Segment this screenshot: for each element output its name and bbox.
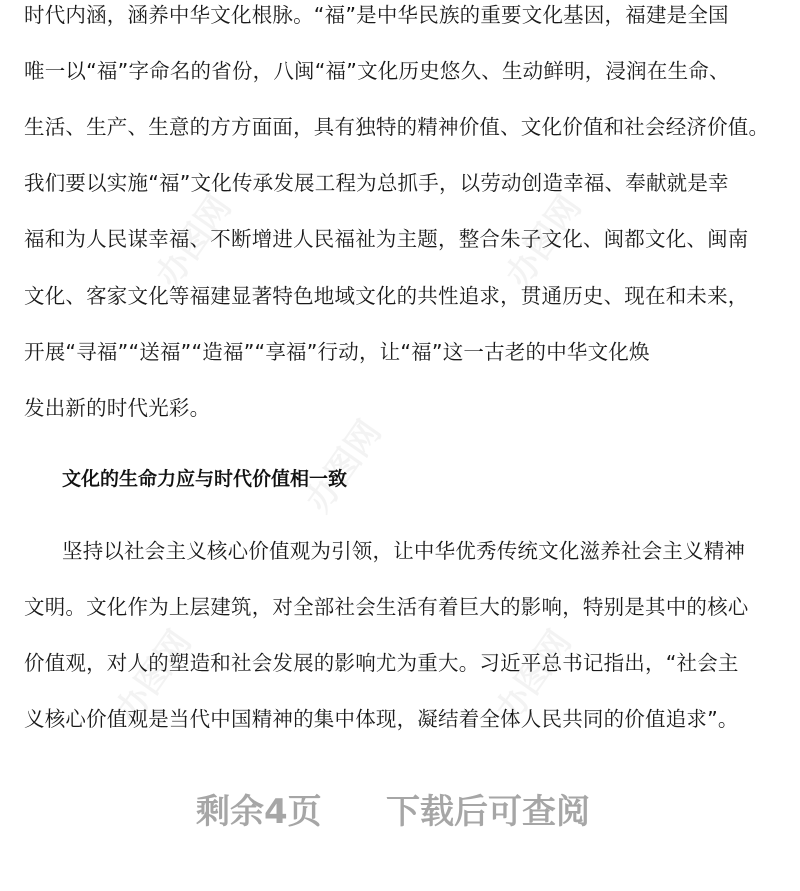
- text-line: 生活、生产、生意的方方面面，具有独特的精神价值、文化价值和社会经济价值。: [24, 115, 770, 139]
- text-line: 时代内涵，涵养中华文化根脉。“福”是中华民族的重要文化基因，福建是全国: [24, 3, 729, 27]
- text-line: 价值观，对人的塑造和社会发展的影响尤为重大。习近平总书记指出，“社会主: [24, 651, 739, 675]
- download-to-view-label[interactable]: 下载后可查阅: [386, 792, 590, 832]
- text-line: 开展“寻福”“送福”“造福”“享福”行动，让“福”这一古老的中华文化焕: [24, 340, 650, 364]
- text-line: 文化、客家文化等福建显著特色地域文化的共性追求，贯通历史、现在和未来，: [24, 284, 749, 308]
- text-line: 唯一以“福”字命名的省份，八闽“福”文化历史悠久、生动鲜明，浸润在生命、: [24, 59, 730, 83]
- text-line: 福和为人民谋幸福、不断增进人民福祉为主题，整合朱子文化、闽都文化、闽南: [24, 227, 749, 251]
- text-line: 文明。文化作为上层建筑，对全部社会生活有着巨大的影响，特别是其中的核心: [24, 595, 749, 619]
- remaining-pages-label: 剩余4页: [196, 792, 322, 832]
- section-heading: 文化的生命力应与时代价值相一致: [62, 468, 348, 490]
- text-line: 我们要以实施“福”文化传承发展工程为总抓手，以劳动创造幸福、奉献就是幸: [24, 171, 729, 195]
- text-line: 坚持以社会主义核心价值观为引领，让中华优秀传统文化滋养社会主义精神: [62, 539, 746, 563]
- text-line: 发出新的时代光彩。: [24, 396, 211, 420]
- text-line: 义核心价值观是当代中国精神的集中体现，凝结着全体人民共同的价值追求”。: [24, 707, 739, 731]
- download-footer[interactable]: [0, 790, 800, 834]
